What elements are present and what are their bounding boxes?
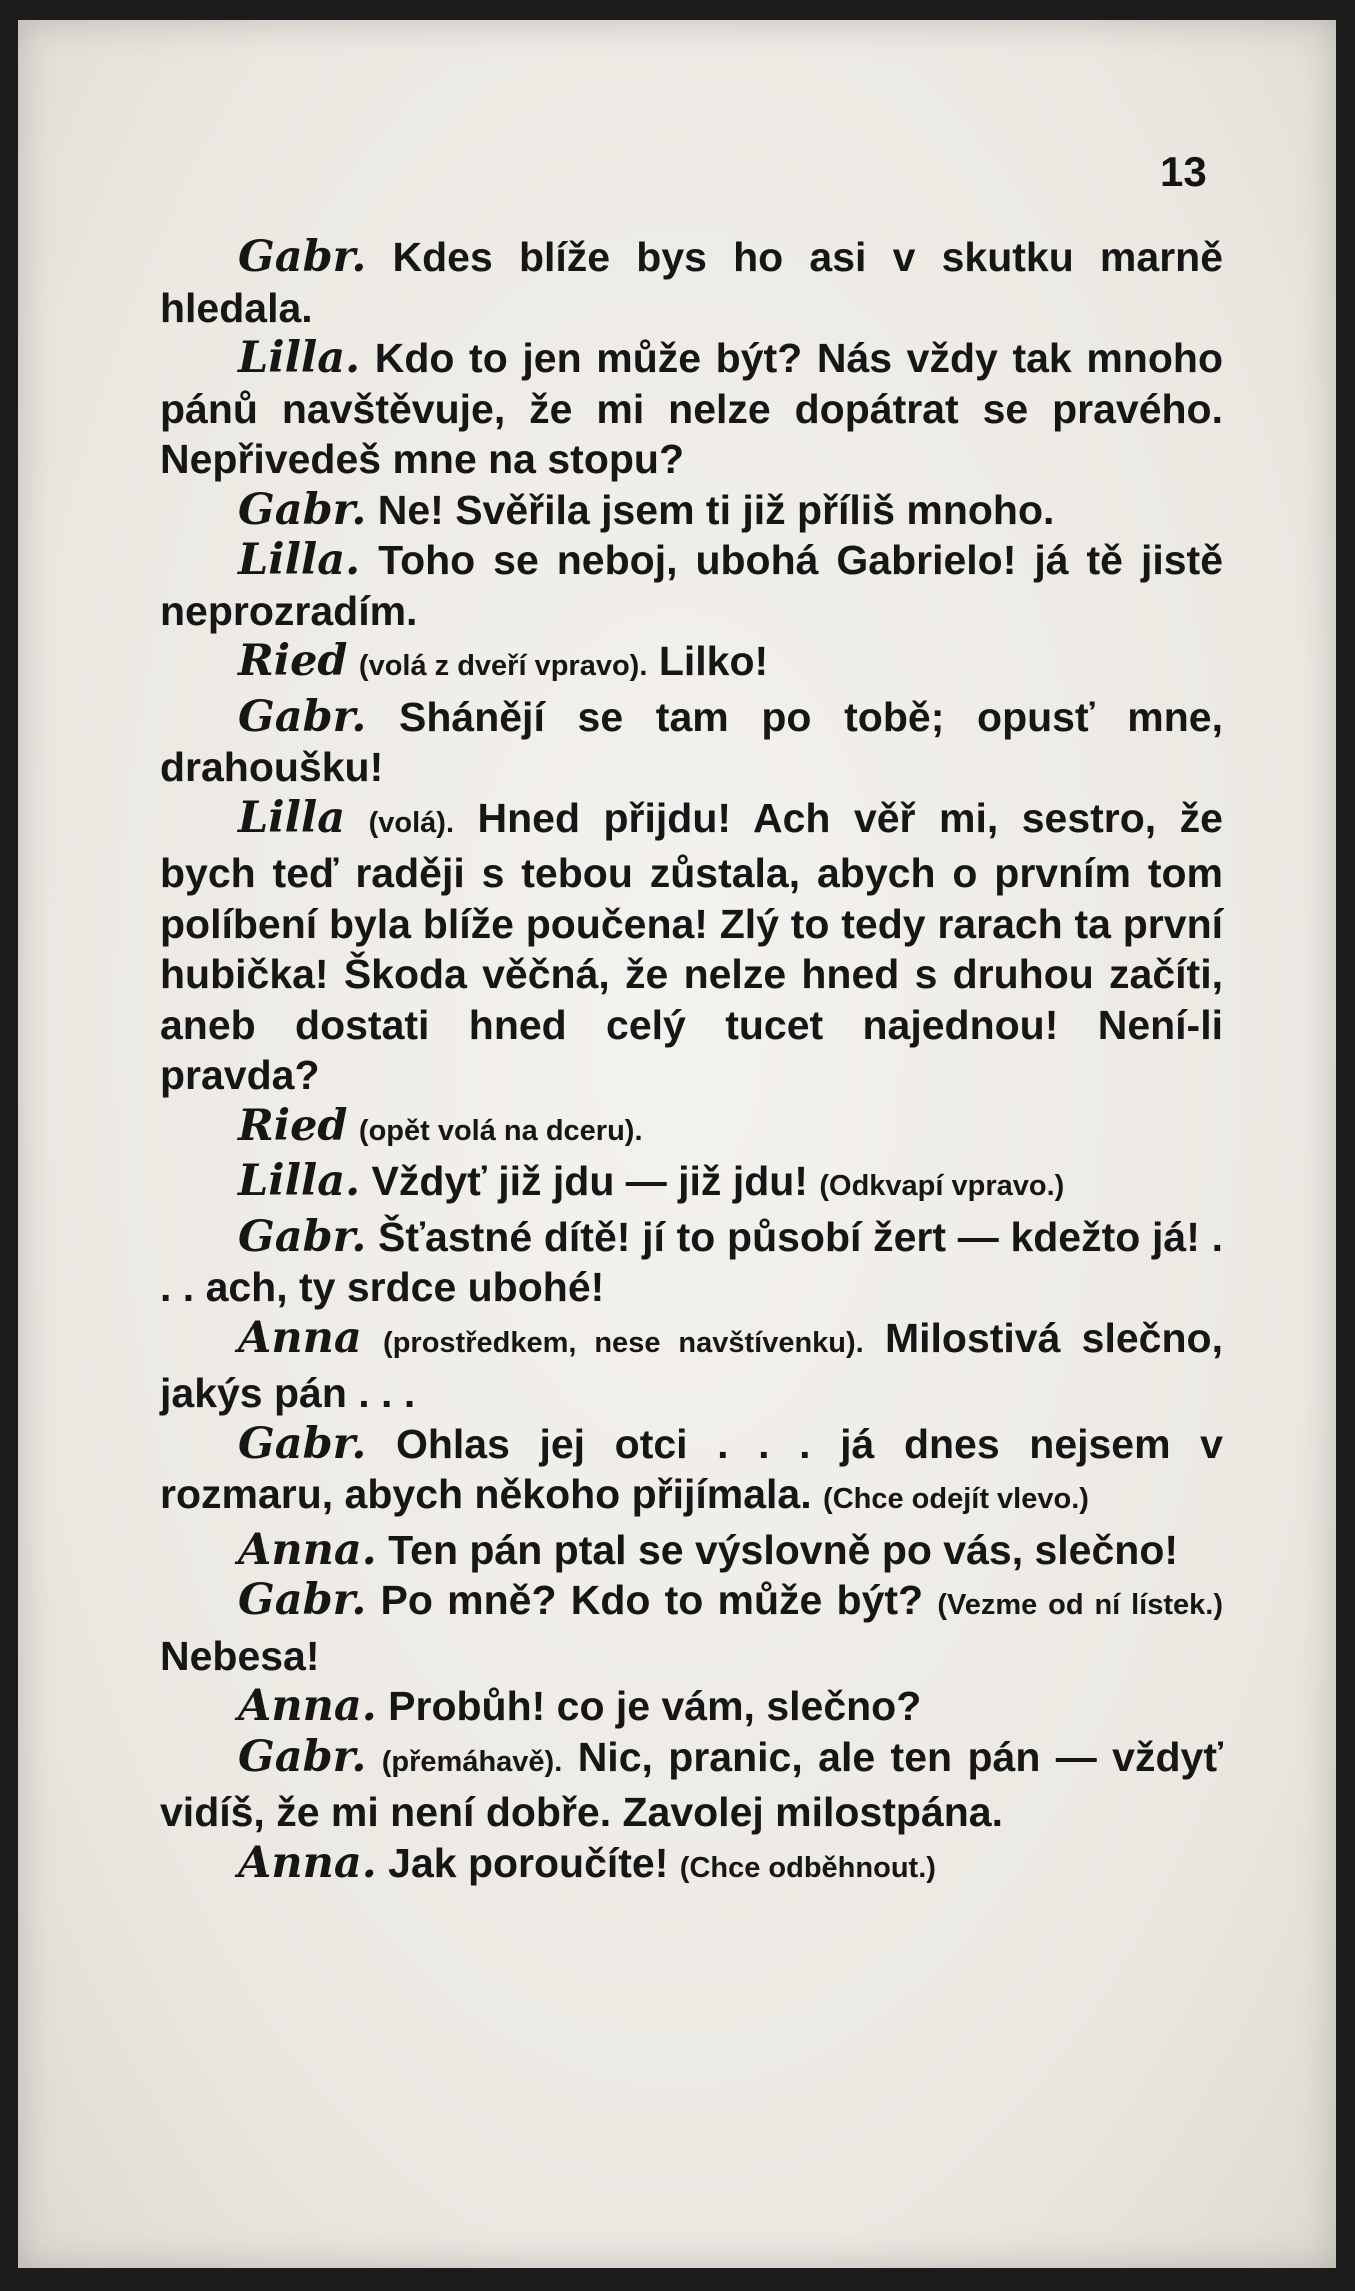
stage-direction: (přemáhavě). [381, 1745, 563, 1778]
dialogue-line [160, 636, 1223, 692]
stage-direction: (prostředkem, nese navštívenku). [383, 1326, 864, 1359]
stage-direction: (volá). [368, 806, 455, 839]
spoken-text: Ten pán ptal se výslovně po vás, slečno! [388, 1526, 1179, 1573]
spoken-text: Kdo to jen může být? Nás vždy tak mnoho pánů navštěvuje, že mi nelze dopátrat se pravého. Nepřivedeš mne na stopu? [160, 335, 1223, 482]
speaker-name: Anna. [238, 1524, 377, 1575]
speaker-name: Ried [238, 636, 348, 686]
dialogue-line [160, 692, 1223, 793]
speaker-name: Gabr. [238, 1731, 367, 1782]
spoken-text: Ne! Svěřila jsem ti již příliš mnoho. [377, 486, 1055, 533]
dialogue-text [160, 232, 1223, 1893]
speaker-name: Gabr. [238, 232, 367, 282]
dialogue-line [160, 1732, 1223, 1838]
spoken-text: Nebesa! [160, 1632, 320, 1679]
speaker-name: Anna. [238, 1681, 377, 1731]
spoken-text: Lilko! [658, 638, 769, 684]
speaker-name: Ried [238, 1100, 348, 1151]
dialogue-line [160, 1313, 1223, 1419]
spoken-text: Milostivá slečno, jakýs pán . . . [160, 1314, 1223, 1416]
speaker-name: Anna [238, 1312, 362, 1363]
dialogue-line [160, 1681, 1223, 1732]
dialogue-line [160, 232, 1223, 333]
dialogue-line [160, 1212, 1223, 1313]
dialogue-line [160, 485, 1223, 536]
page-number: 13 [1160, 148, 1207, 195]
stage-direction: (Chce odběhnout.) [679, 1851, 936, 1884]
spoken-text: Jak poroučíte! [388, 1839, 669, 1886]
dialogue-line [160, 1525, 1223, 1576]
dialogue-line [160, 1101, 1223, 1157]
speaker-name: Gabr. [238, 1211, 367, 1262]
speaker-name: Lilla. [238, 333, 361, 383]
dialogue-line [160, 1575, 1223, 1681]
spoken-text: Shánějí se tam po tobě; opusť mne, drahoušku! [160, 693, 1223, 790]
stage-direction: (Chce odejít vlevo.) [823, 1483, 1089, 1515]
speaker-name: Anna. [238, 1837, 377, 1888]
spoken-text: Nic, pranic, ale ten pán — vždyť vidíš, že mi není dobře. Zavolej milostpána. [160, 1733, 1223, 1835]
dialogue-line [160, 1419, 1223, 1525]
spoken-text: Ohlas jej otci . . . já dnes nejsem v rozmaru, abych někoho přijímala. [160, 1420, 1223, 1517]
dialogue-line [160, 333, 1223, 485]
dialogue-line [160, 1156, 1223, 1212]
speaker-name: Gabr. [238, 484, 367, 535]
speaker-name: Gabr. [238, 1575, 367, 1625]
spoken-text: Šťastné dítě! jí to působí žert — kdežto já! . . . ach, ty srdce ubohé! [160, 1213, 1223, 1310]
stage-direction: (volá z dveří vpravo). [358, 650, 648, 682]
speaker-name: Lilla [238, 792, 346, 843]
dialogue-line [160, 793, 1223, 1101]
spoken-text: Vždyť již jdu — již jdu! [371, 1158, 808, 1204]
spoken-text: Po mně? Kdo to může být? [380, 1577, 924, 1623]
speaker-name: Gabr. [238, 691, 367, 742]
stage-direction: (opět volá na dceru). [358, 1114, 643, 1147]
stage-direction: (Vezme od ní lístek.) [937, 1589, 1223, 1621]
dialogue-line [160, 1838, 1223, 1894]
stage-direction: (Odkvapí vpravo.) [819, 1170, 1065, 1202]
dialogue-line [160, 535, 1223, 636]
speaker-name: Lilla. [238, 535, 361, 585]
speaker-name: Gabr. [238, 1418, 367, 1469]
speaker-name: Lilla. [238, 1156, 361, 1206]
spoken-text: Kdes blíže bys ho asi v skutku marně hledala. [160, 234, 1223, 331]
spoken-text: Probůh! co je vám, slečno? [388, 1683, 922, 1729]
spoken-text: Toho se neboj, ubohá Gabrielo! já tě jistě neprozradím. [160, 537, 1223, 634]
spoken-text: Hned přijdu! Ach věř mi, sestro, že bych teď raději s tebou zůstala, abych o prvním tom políbení byla blíže poučena! Zlý to tedy rarach ta první hubička! Škoda věčná, že nelze hned s druhou začíti, aneb dostati hned celý tucet najednou! Není-li pravda? [160, 794, 1223, 1098]
